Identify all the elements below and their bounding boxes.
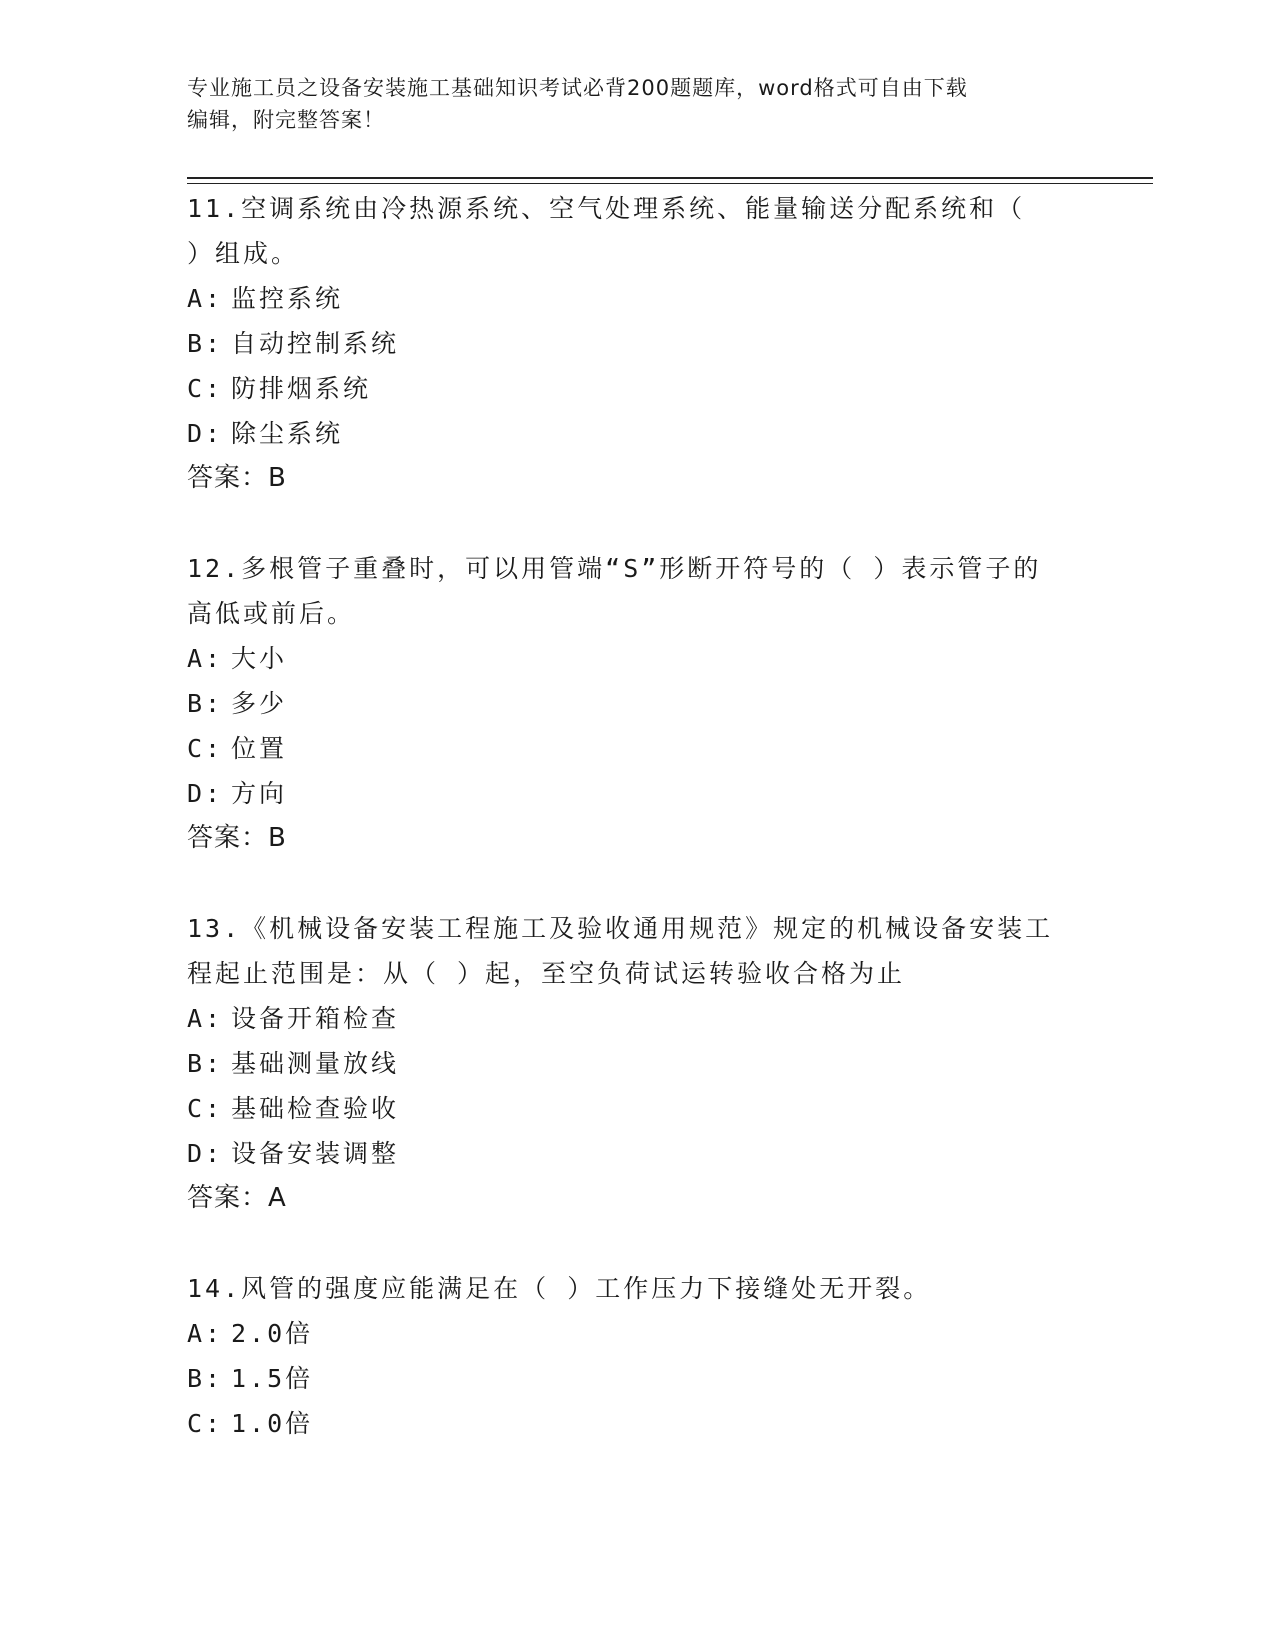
option-letter: D: xyxy=(187,419,224,448)
option-b xyxy=(187,1356,1087,1401)
option-text: 1.0倍 xyxy=(231,1409,314,1438)
option-d xyxy=(187,771,1087,816)
option-text: 2.0倍 xyxy=(231,1319,314,1348)
question-text-line-2: 高低或前后。 xyxy=(187,599,356,628)
question-text-line-2: 程起止范围是：从（ ）起，至空负荷试运转验收合格为止 xyxy=(187,959,906,988)
option-letter: C: xyxy=(187,734,224,763)
option-letter: A: xyxy=(187,1319,224,1348)
option-letter: B: xyxy=(187,1364,224,1393)
option-letter: A: xyxy=(187,644,224,673)
option-b xyxy=(187,1041,1087,1086)
option-text: 基础测量放线 xyxy=(231,1049,400,1078)
header-line-1: 专业施工员之设备安装施工基础知识考试必背200题题库，word格式可自由下载 xyxy=(187,76,968,100)
question-12 xyxy=(187,546,1087,861)
document-header xyxy=(187,72,1087,136)
option-text: 设备开箱检查 xyxy=(231,1004,400,1033)
option-letter: C: xyxy=(187,374,224,403)
option-c xyxy=(187,366,1087,411)
header-line-2: 编辑，附完整答案！ xyxy=(187,108,385,132)
option-text: 除尘系统 xyxy=(231,419,344,448)
option-c xyxy=(187,1086,1087,1131)
question-14 xyxy=(187,1266,1087,1446)
option-text: 监控系统 xyxy=(231,284,344,313)
header-divider-thin xyxy=(187,183,1153,184)
answer-line: 答案：A xyxy=(187,1183,287,1213)
option-letter: A: xyxy=(187,1004,224,1033)
option-c xyxy=(187,726,1087,771)
option-text: 设备安装调整 xyxy=(231,1139,400,1168)
question-text-line-1: 11.空调系统由冷热源系统、空气处理系统、能量输送分配系统和（ xyxy=(187,194,1026,223)
question-text-line-1: 12.多根管子重叠时，可以用管端“S”形断开符号的（ ）表示管子的 xyxy=(187,554,1042,583)
answer-line: 答案：B xyxy=(187,463,287,493)
question-text-line-1: 13.《机械设备安装工程施工及验收通用规范》规定的机械设备安装工 xyxy=(187,914,1054,943)
option-letter: B: xyxy=(187,1049,224,1078)
question-text-line-1: 14.风管的强度应能满足在（ ）工作压力下接缝处无开裂。 xyxy=(187,1274,932,1303)
option-letter: D: xyxy=(187,1139,224,1168)
option-letter: A: xyxy=(187,284,224,313)
option-text: 1.5倍 xyxy=(231,1364,314,1393)
option-text: 防排烟系统 xyxy=(231,374,372,403)
option-a xyxy=(187,996,1087,1041)
option-letter: B: xyxy=(187,329,224,358)
question-text-line-2: ）组成。 xyxy=(187,239,300,268)
option-a xyxy=(187,1311,1087,1356)
header-divider-thick xyxy=(187,177,1153,179)
option-text: 位置 xyxy=(231,734,288,763)
option-c xyxy=(187,1401,1087,1446)
option-text: 自动控制系统 xyxy=(231,329,400,358)
option-letter: D: xyxy=(187,779,224,808)
question-11 xyxy=(187,186,1087,501)
option-letter: B: xyxy=(187,689,224,718)
option-text: 基础检查验收 xyxy=(231,1094,400,1123)
option-d xyxy=(187,411,1087,456)
option-a xyxy=(187,636,1087,681)
question-13 xyxy=(187,906,1087,1221)
answer-line: 答案：B xyxy=(187,823,287,853)
option-text: 多少 xyxy=(231,689,288,718)
option-b xyxy=(187,681,1087,726)
option-letter: C: xyxy=(187,1409,224,1438)
option-letter: C: xyxy=(187,1094,224,1123)
option-d xyxy=(187,1131,1087,1176)
option-b xyxy=(187,321,1087,366)
option-text: 大小 xyxy=(231,644,288,673)
option-a xyxy=(187,276,1087,321)
option-text: 方向 xyxy=(231,779,288,808)
